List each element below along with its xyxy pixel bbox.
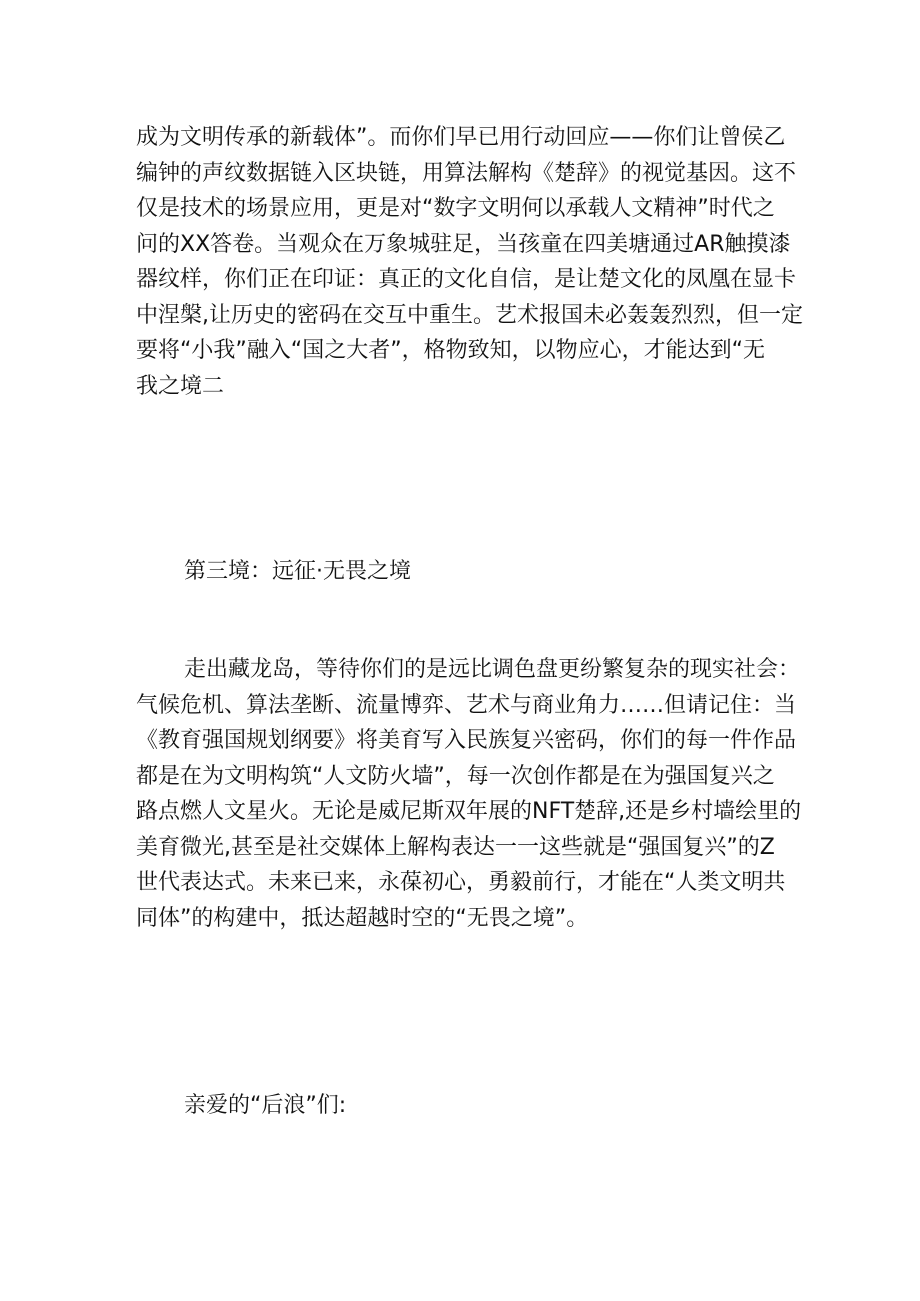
- paragraph-greeting: [136, 1088, 796, 1124]
- text-line: 气候危机、算法垄断、流量博弈、艺术与商业角力……但请记住：当: [136, 692, 797, 718]
- text-line: 成为文明传承的新载体”。而你们早已用行动回应——你们让曾侯乙: [136, 125, 786, 150]
- text-line: 美育微光,甚至是社交媒体上解构表达一一这些就是“强国复兴”的Z: [136, 834, 775, 860]
- text-line: 同体”的构建中，抵达超越时空的“无畏之境”。: [136, 905, 589, 931]
- text-line: 都是在为文明构筑“人文防火墙”，每一次创作都是在为强国复兴之: [136, 763, 775, 789]
- text-line: 问的XX答卷。当观众在万象城驻足，当孩童在四美塘通过AR触摸漆: [136, 231, 791, 257]
- greeting-line: 亲爱的“后浪”们:: [184, 1093, 347, 1118]
- text-line: 世代表达式。未来已来，永葆初心，勇毅前行，才能在“人类文明共: [136, 870, 786, 895]
- text-line: 中涅槃,让历史的密码在交互中重生。艺术报国未必轰轰烈烈，但一定: [136, 302, 803, 328]
- text-line: 编钟的声纹数据链入区块链，用算法解构《楚辞》的视觉基因。这不: [136, 160, 797, 186]
- paragraph-cultural-heritage: [136, 120, 803, 404]
- text-line: 器纹样，你们正在印证：真正的文化自信，是让楚文化的凤凰在显卡: [136, 267, 797, 292]
- text-line: 《教育强国规划纲要》将美育写入民族复兴密码，你们的每一件作品: [136, 728, 797, 753]
- heading-line: 第三境：远征·无畏之境: [184, 559, 411, 584]
- text-line: 要将“小我”融入“国之大者”，格物致知，以物应心，才能达到“无: [136, 338, 765, 363]
- paragraph-expedition: [136, 652, 802, 936]
- text-line: 走出藏龙岛，等待你们的是远比调色盘更纷繁复杂的现实社会：: [184, 657, 801, 682]
- text-line: 路点燃人文星火。无论是威尼斯双年展的NFT楚辞,还是乡村墙绘里的: [136, 799, 802, 824]
- text-line: 我之境二: [136, 373, 225, 399]
- section-heading: [136, 554, 796, 590]
- text-line: 仅是技术的场景应用，更是对“数字文明何以承载人文精神”时代之: [136, 196, 775, 221]
